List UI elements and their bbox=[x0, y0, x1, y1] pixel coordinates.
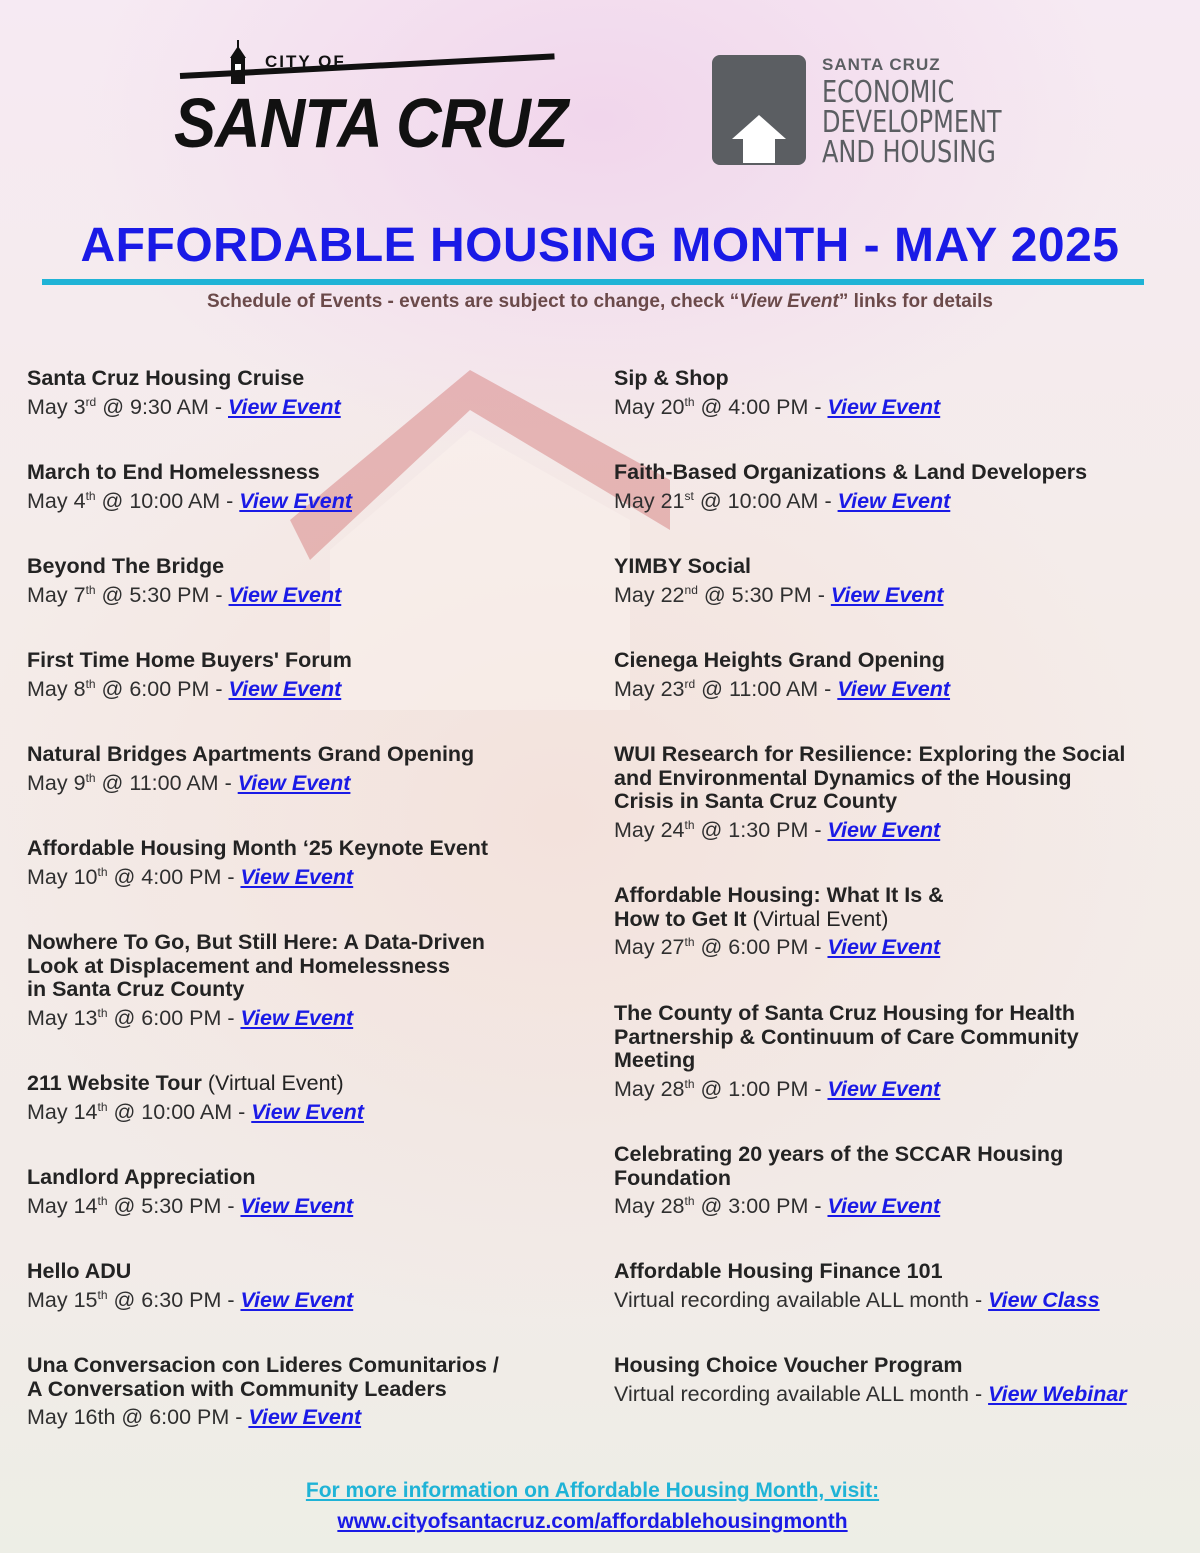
economic-development-housing-logo bbox=[712, 55, 1012, 170]
event-item bbox=[27, 931, 607, 1030]
event-datetime: May 13th @ 6:00 PM - View Event bbox=[27, 1005, 354, 1030]
house-icon bbox=[730, 113, 788, 163]
event-datetime: May 21st @ 10:00 AM - View Event bbox=[614, 488, 951, 513]
event-datetime: May 28th @ 1:00 PM - View Event bbox=[614, 1076, 941, 1101]
logo-house-box bbox=[712, 55, 806, 165]
event-name: 211 Website Tour (Virtual Event) bbox=[27, 1071, 344, 1095]
event-name: Celebrating 20 years of the SCCAR Housing Foundation bbox=[614, 1142, 1064, 1190]
logo-santa-cruz-text: SANTA CRUZ bbox=[174, 84, 568, 162]
view-class-link[interactable]: View Class bbox=[988, 1287, 1100, 1312]
event-name: Una Conversacion con Lideres Comunitarios / A Conversation with Community Leaders bbox=[27, 1353, 499, 1401]
title-underline bbox=[42, 279, 1144, 285]
event-name: Housing Choice Voucher Program bbox=[614, 1353, 963, 1377]
city-of-santa-cruz-logo bbox=[170, 40, 568, 170]
event-datetime: May 4th @ 10:00 AM - View Event bbox=[27, 488, 353, 513]
event-item bbox=[614, 1354, 1194, 1406]
event-name: The County of Santa Cruz Housing for Health Partnership & Continuum of Care Community Meeting bbox=[614, 1001, 1079, 1072]
subtitle-text-after: ” links for details bbox=[838, 291, 993, 312]
event-item bbox=[614, 461, 1194, 513]
event-datetime: May 14th @ 5:30 PM - View Event bbox=[27, 1193, 354, 1218]
event-item bbox=[27, 743, 607, 795]
event-name: Affordable Housing Month ‘25 Keynote Event bbox=[27, 836, 489, 860]
view-event-link[interactable]: View Event bbox=[240, 1193, 354, 1218]
event-name: Landlord Appreciation bbox=[27, 1165, 256, 1189]
view-event-link[interactable]: View Event bbox=[240, 1005, 354, 1030]
view-event-link[interactable]: View Event bbox=[228, 394, 341, 419]
event-item bbox=[614, 555, 1194, 607]
event-datetime: Virtual recording available ALL month - View Class bbox=[614, 1287, 1100, 1312]
logo-and-housing-label: AND HOUSING bbox=[822, 135, 996, 170]
view-event-link[interactable]: View Event bbox=[837, 676, 951, 701]
event-item bbox=[27, 837, 607, 889]
event-name: Santa Cruz Housing Cruise bbox=[27, 366, 305, 390]
view-event-link[interactable]: View Event bbox=[240, 864, 354, 889]
view-event-link[interactable]: View Event bbox=[239, 488, 353, 513]
event-name: Beyond The Bridge bbox=[27, 554, 225, 578]
subtitle-text-before: Schedule of Events - events are subject to change, check “ bbox=[207, 291, 740, 312]
event-item bbox=[614, 1002, 1194, 1101]
view-event-link[interactable]: View Event bbox=[228, 676, 342, 701]
event-datetime: May 10th @ 4:00 PM - View Event bbox=[27, 864, 354, 889]
view-event-link[interactable]: View Event bbox=[228, 582, 342, 607]
event-name: YIMBY Social bbox=[614, 554, 752, 578]
event-name: WUI Research for Resilience: Exploring the Social and Environmental Dynamics of the Housing Crisis in Santa Cruz County bbox=[614, 742, 1126, 813]
event-item bbox=[614, 649, 1194, 701]
footer-info-text[interactable]: For more information on Affordable Housing Month, visit: bbox=[305, 1479, 880, 1502]
logo-santa-cruz-label: SANTA CRUZ bbox=[822, 55, 941, 74]
event-datetime: May 22nd @ 5:30 PM - View Event bbox=[614, 582, 944, 607]
view-event-link[interactable]: View Event bbox=[251, 1099, 364, 1124]
event-datetime: May 8th @ 6:00 PM - View Event bbox=[27, 676, 342, 701]
view-event-link[interactable]: View Event bbox=[837, 488, 951, 513]
event-name: Affordable Housing Finance 101 bbox=[614, 1259, 943, 1283]
event-item bbox=[27, 1072, 607, 1124]
event-name: Cienega Heights Grand Opening bbox=[614, 648, 945, 672]
logo-city-of-text: CITY OF bbox=[265, 52, 346, 71]
event-item bbox=[614, 743, 1194, 842]
event-datetime: May 27th @ 6:00 PM - View Event bbox=[614, 935, 941, 960]
footer-website-link[interactable]: www.cityofsantacruz.com/affordablehousingmonth bbox=[337, 1510, 848, 1533]
event-name: Affordable Housing: What It Is & How to Get It (Virtual Event) bbox=[614, 883, 944, 931]
view-event-link[interactable]: View Event bbox=[830, 582, 944, 607]
event-datetime: May 28th @ 3:00 PM - View Event bbox=[614, 1194, 941, 1219]
view-event-link[interactable]: View Event bbox=[237, 770, 351, 795]
page-title: AFFORDABLE HOUSING MONTH - MAY 2025 bbox=[80, 219, 1120, 272]
view-event-link[interactable]: View Event bbox=[240, 1287, 354, 1312]
view-event-link[interactable]: View Event bbox=[827, 394, 941, 419]
event-name: Hello ADU bbox=[27, 1259, 132, 1283]
event-name: Sip & Shop bbox=[614, 366, 729, 390]
event-datetime: May 14th @ 10:00 AM - View Event bbox=[27, 1099, 364, 1124]
view-event-link[interactable]: View Event bbox=[827, 935, 941, 960]
event-item bbox=[27, 1166, 607, 1218]
event-datetime: May 16th @ 6:00 PM - View Event bbox=[27, 1405, 362, 1430]
logo-development-label: DEVELOPMENT bbox=[822, 105, 1002, 140]
logo-economic-label: ECONOMIC bbox=[822, 75, 955, 110]
event-item bbox=[614, 1260, 1194, 1312]
event-datetime: May 23rd @ 11:00 AM - View Event bbox=[614, 676, 951, 701]
event-datetime: May 7th @ 5:30 PM - View Event bbox=[27, 582, 342, 607]
event-name: Faith-Based Organizations & Land Developers bbox=[614, 460, 1088, 484]
page-subtitle bbox=[0, 291, 1200, 313]
event-item bbox=[27, 1260, 607, 1312]
event-datetime: May 9th @ 11:00 AM - View Event bbox=[27, 770, 351, 795]
view-event-link[interactable]: View Event bbox=[827, 817, 941, 842]
event-datetime: May 3rd @ 9:30 AM - View Event bbox=[27, 394, 341, 419]
event-datetime: Virtual recording available ALL month - View Webinar bbox=[614, 1381, 1127, 1406]
event-name: Nowhere To Go, But Still Here: A Data-Driven Look at Displacement and Homelessness in Santa Cruz County bbox=[27, 930, 485, 1001]
event-item bbox=[27, 367, 607, 419]
event-name: First Time Home Buyers' Forum bbox=[27, 648, 352, 672]
event-item bbox=[27, 555, 607, 607]
event-item bbox=[27, 649, 607, 701]
event-item bbox=[614, 1143, 1194, 1219]
event-datetime: May 15th @ 6:30 PM - View Event bbox=[27, 1287, 354, 1312]
subtitle-view-event-text: View Event bbox=[739, 291, 839, 312]
event-name: Natural Bridges Apartments Grand Opening bbox=[27, 742, 475, 766]
event-item bbox=[614, 367, 1194, 419]
view-webinar-link[interactable]: View Webinar bbox=[988, 1381, 1127, 1406]
view-event-link[interactable]: View Event bbox=[827, 1076, 941, 1101]
event-name: March to End Homelessness bbox=[27, 460, 320, 484]
event-item bbox=[27, 1354, 607, 1430]
event-item bbox=[614, 884, 1194, 960]
event-datetime: May 20th @ 4:00 PM - View Event bbox=[614, 394, 941, 419]
event-datetime: May 24th @ 1:30 PM - View Event bbox=[614, 817, 941, 842]
view-event-link[interactable]: View Event bbox=[248, 1405, 362, 1430]
view-event-link[interactable]: View Event bbox=[827, 1194, 941, 1219]
event-item bbox=[27, 461, 607, 513]
